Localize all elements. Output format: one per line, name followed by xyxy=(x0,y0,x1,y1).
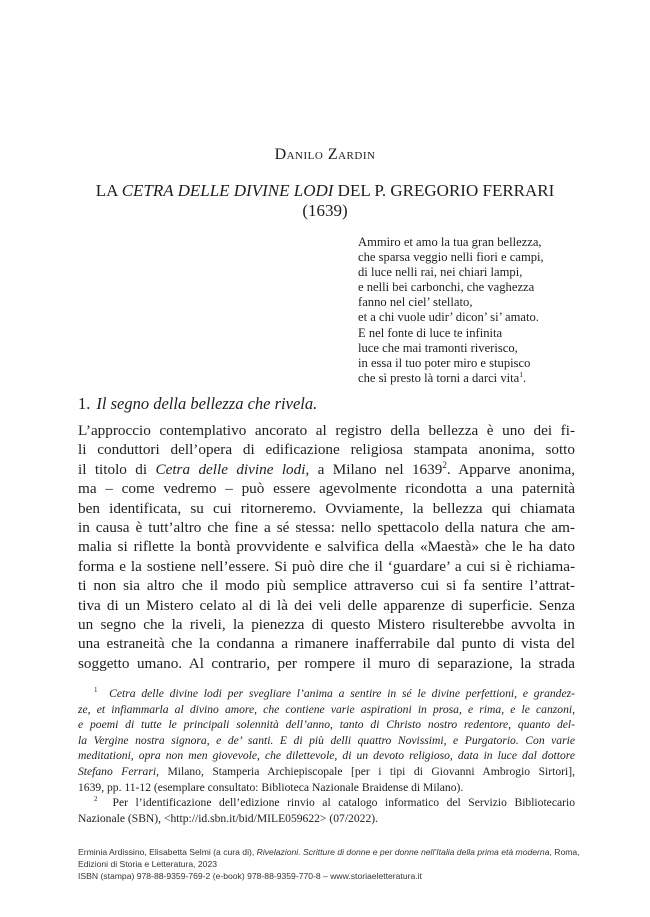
footnote-2-line: $^2$ Per l’identificazione dell’edizione rinvio al catalogo informatico del Servizio Bibliotecario xyxy=(94,795,575,810)
section-heading xyxy=(78,394,317,414)
footnote-1-line: $^1$ Cetra delle divine lodi per svegliare l’anima a sentire in sé le divine perfettioni, e grandez- xyxy=(94,686,575,700)
poem-line: fanno nel ciel’ stellato, xyxy=(358,295,473,310)
footnote-2-line: Nazionale (SBN), <http://id.sbn.it/bid/MILE059622> (07/2022). xyxy=(78,811,378,825)
author-name: Danilo Zardin xyxy=(274,146,376,163)
footnotes xyxy=(78,686,575,826)
body-line: li conduttori dell’opera di edificazione religiosa stampata anonima, sotto xyxy=(78,441,575,459)
footnote-ref-2[interactable]: 2 xyxy=(442,459,447,470)
work-title: Cetra delle divine lodi xyxy=(155,460,306,478)
title-italic: CETRA DELLE DIVINE LODI xyxy=(121,181,334,200)
poem-line: et a chi vuole udir’ dicon’ si’ amato. xyxy=(358,310,539,325)
poem-line: luce che mai tramonti riverisco, xyxy=(358,340,518,355)
poem-line: di luce nelli rai, nei chiari lampi, xyxy=(358,265,523,280)
body-line: ti non sia altro che il modo più semplice attraverso cui si fa sentire l’attrat- xyxy=(78,577,575,595)
footnote-ref-1[interactable]: 1 xyxy=(519,369,523,379)
footnote-1-line: e poemi di tutte le principali solennità dell’anno, tanto di Christo nostro redentore, quanto del- xyxy=(78,718,575,732)
footnote-1-line: Stefano Ferrari, Milano, Stamperia Archiepiscopale [per i tipi di Giovanni Ambrogio Sirtori], xyxy=(78,764,575,778)
body-line: in causa è tutt’altro che fine a sé stessa: nello spettacolo della natura che am- xyxy=(78,519,575,537)
footnote-1-line: ze, et infiammarla al divino amore, che contiene varie aspirationi in prosa, e rima, e le canzoni, xyxy=(78,702,575,716)
body-line: tiva di un Mistero celato al di là dei veli delle apparenze di superficie. Senza xyxy=(78,596,575,614)
poem-line: che sparsa veggio nelli fiori e campi, xyxy=(358,250,544,265)
body-line: forma e la sostiene nell’essere. Si può dire che il ‘guardare’ a cui si è richiama- xyxy=(78,557,575,575)
body-line: soggetto umano. Al contrario, per rompere il muro di separazione, la strada xyxy=(78,654,575,672)
footnote-1-line: la Vergine nostra signora, e de’ santi. E di più delli quattro Novissimi, e Purgatorio. Con varie xyxy=(78,733,575,747)
body-line: un segno che la riveli, la pienezza di questo Mistero risulterebbe avvolta in xyxy=(78,616,575,634)
epigraph-poem xyxy=(358,235,618,386)
footer-publisher: Edizioni di Storia e Letteratura, 2023 xyxy=(78,859,218,870)
title-year: (1639) xyxy=(302,201,348,220)
footnote-1-line: 1639, pp. 11-12 (esemplare consultato: Biblioteca Nazionale Braidense di Milano). xyxy=(78,780,464,794)
body-line: ben identificata, su cui ritorneremo. Ovviamente, la bellezza qui chiamata xyxy=(78,499,575,517)
body-line: L’approccio contemplativo ancorato al registro della bellezza è uno dei fi- xyxy=(78,422,575,439)
footnote-1-line: meditationi, opra non men giovevole, che dilettevole, di un devoto religioso, data in luce dal dottore xyxy=(78,749,575,763)
section-number: 1. xyxy=(78,394,91,413)
title-line-1: LA CETRA DELLE DIVINE LODI DEL P. GREGORIO FERRARI xyxy=(95,181,555,200)
poem-line: che sì presto là torni a darci vita$^1$. xyxy=(358,369,527,385)
section-title: Il segno della bellezza che rivela. xyxy=(96,394,318,413)
footnote-number-2: 2 xyxy=(94,795,98,804)
poem-line: Ammiro et amo la tua gran bellezza, xyxy=(358,235,542,249)
page-footer xyxy=(78,846,598,883)
poem-line: e nelli bei carbonchi, che vaghezza xyxy=(358,280,535,295)
body-line: malia si riflette la bontà provvidente e salvifica della «Maestà» che le ha dato xyxy=(78,538,575,556)
footnote-number-1: 1 xyxy=(94,686,98,695)
poem-line: in essa il tuo poter miro e stupisco xyxy=(358,355,531,370)
body-line: il titolo di Cetra delle divine lodi, a Milano nel 1639$^2$. Apparve anonima, xyxy=(78,459,576,478)
footer-citation: Erminia Ardissino, Elisabetta Selmi (a cura di), Rivelazioni. Scritture di donne e per donne nell’Italia della prima età moderna, Roma, xyxy=(78,847,580,857)
footer-isbn: ISBN (stampa) 978-88-9359-769-2 (e-book) 978-88-9359-770-8 – www.storiaeletteratura.it xyxy=(78,871,422,882)
chapter-title xyxy=(70,181,580,221)
body-line: ma – come vedremo – può essere agevolmente ricondotta a una paternità xyxy=(78,480,575,498)
poem-line: E nel fonte di luce te infinita xyxy=(358,325,503,340)
body-line: una estraneità che la condanna a rimanere inafferrabile dal punto di vista del xyxy=(78,635,575,653)
body-text xyxy=(78,421,575,673)
